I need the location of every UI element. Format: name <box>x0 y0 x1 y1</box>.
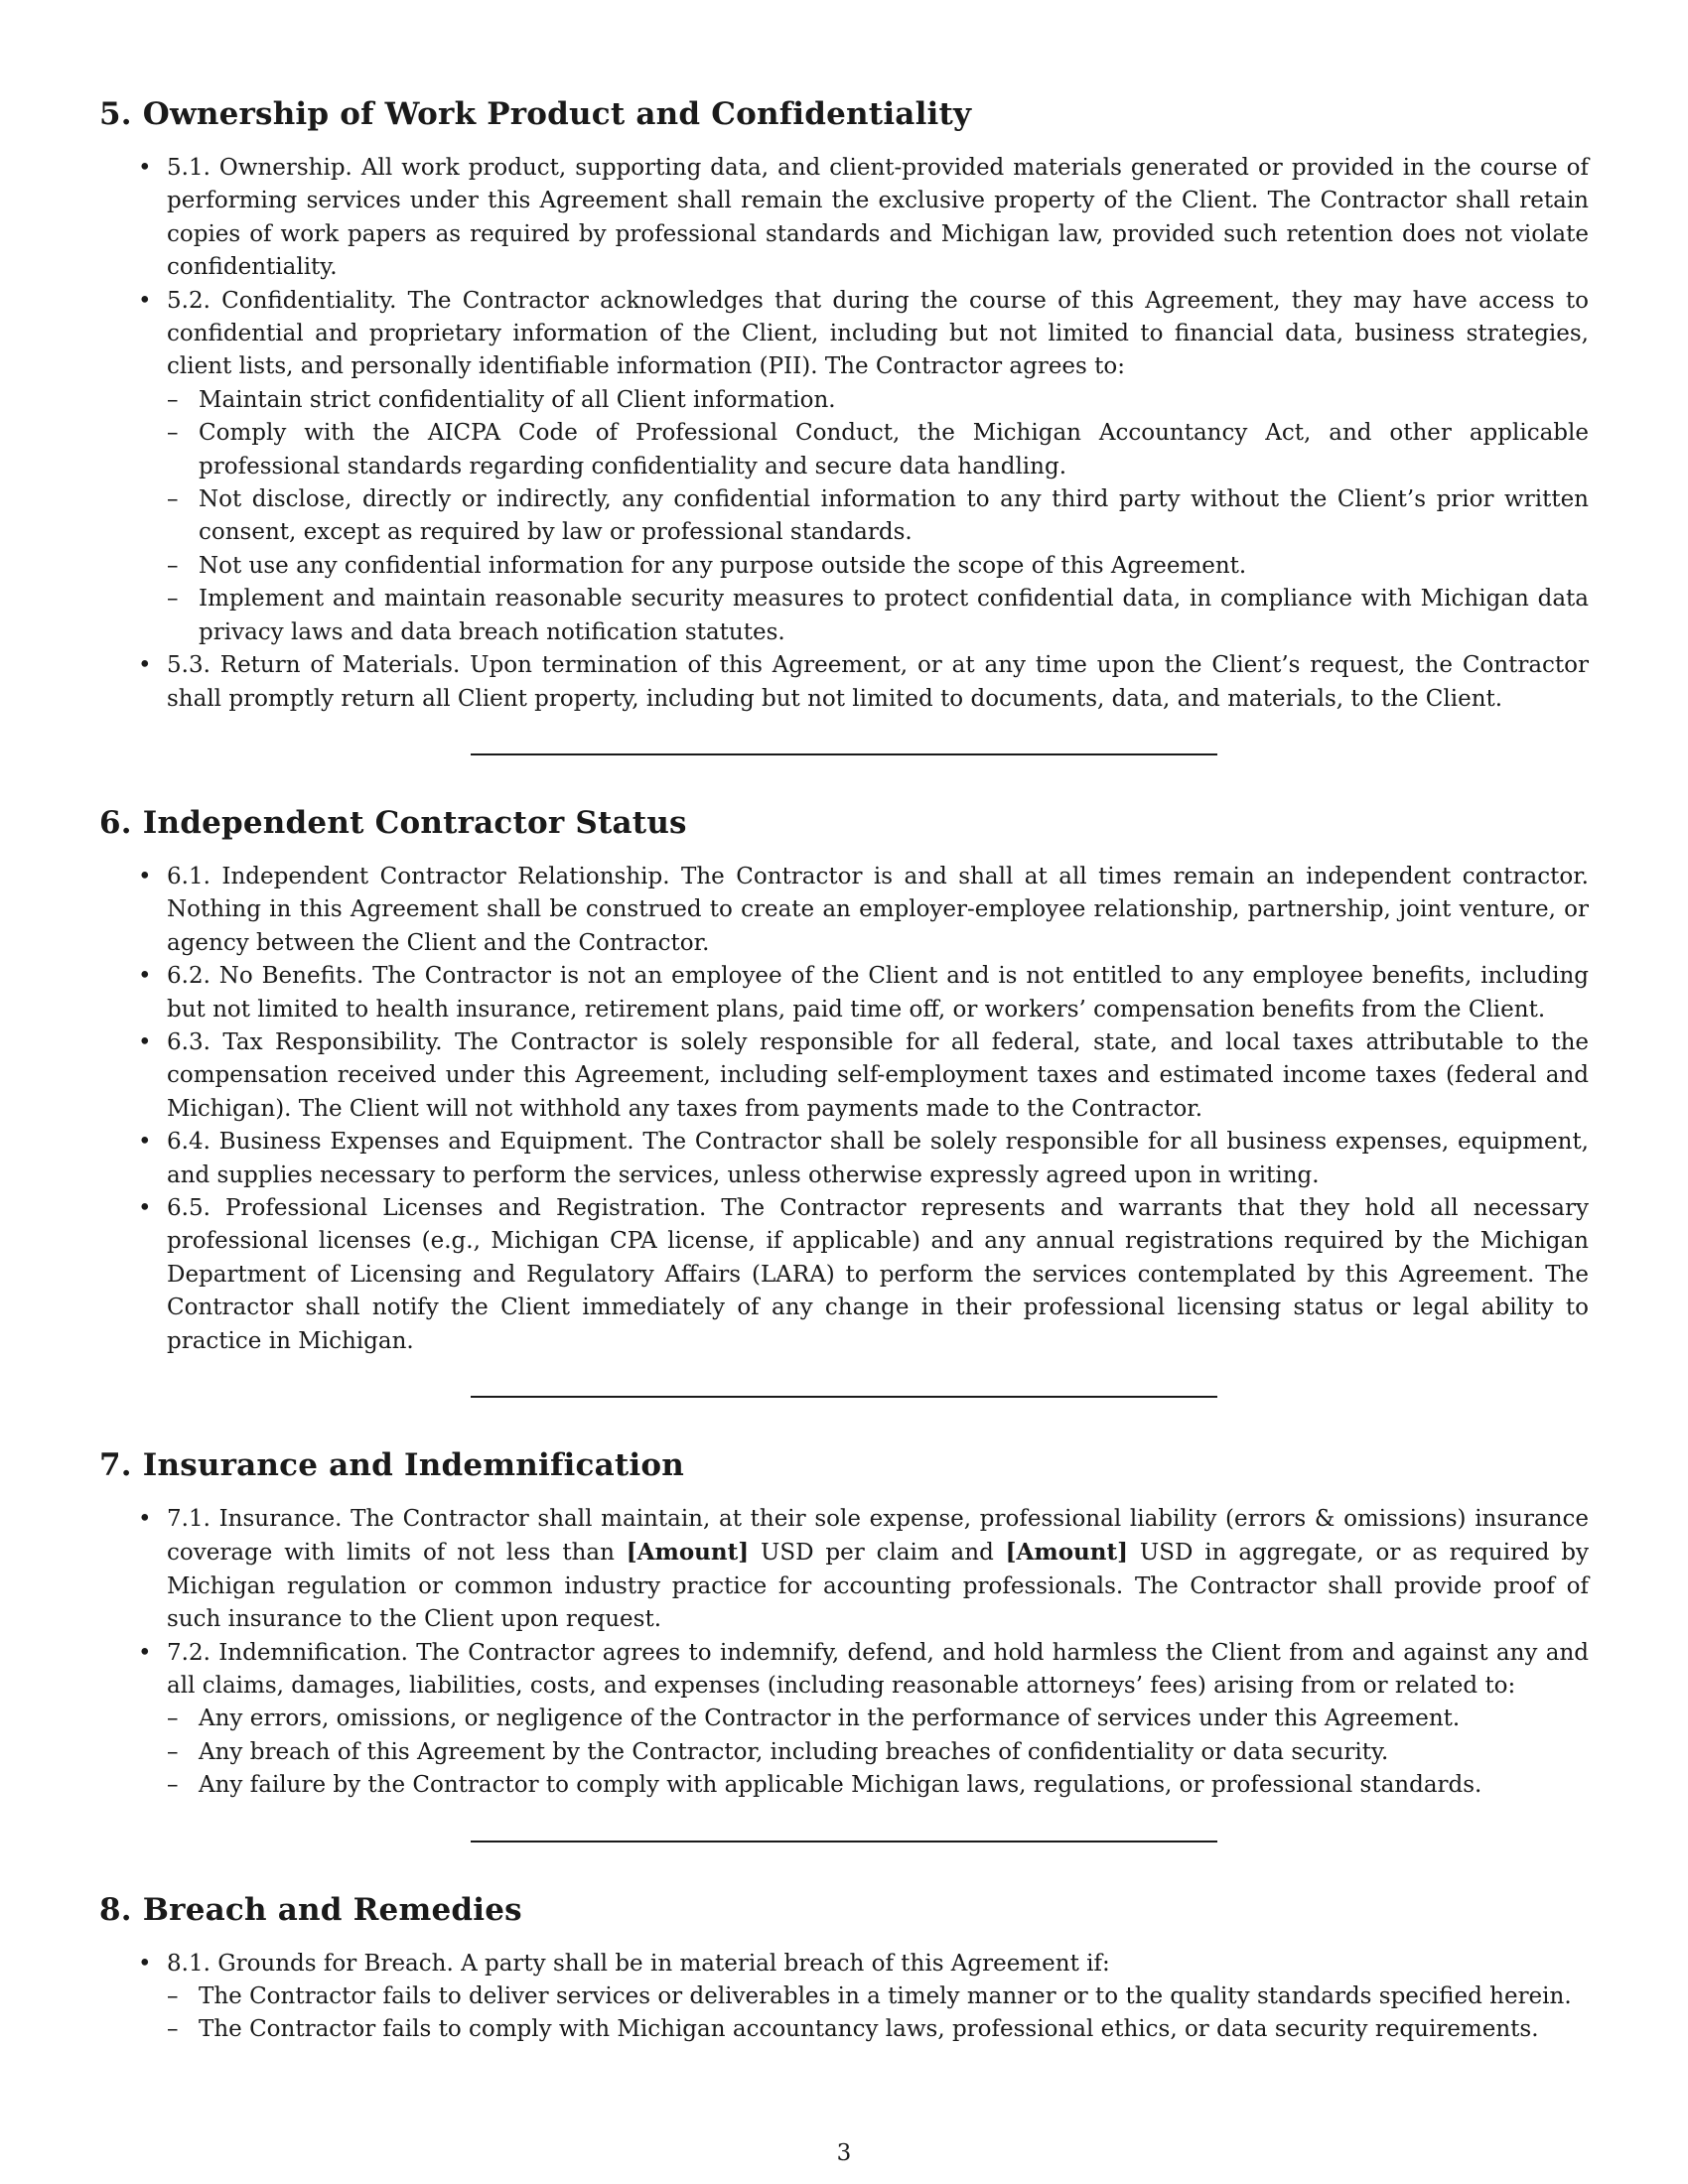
dash-icon: – <box>167 420 179 447</box>
clause-item <box>99 1637 1589 1803</box>
dash-icon: – <box>167 2016 179 2043</box>
sub-clause-list <box>167 1703 1589 1802</box>
section-heading: 7. Insurance and Indemnification <box>99 1447 684 1483</box>
clause-item <box>99 1192 1589 1358</box>
clause-text: 6.4. Business Expenses and Equipment. The Contractor shall be solely responsible for all business expenses, equipment, and supplies necessary to perform the services, unless otherwise expressly agreed upon in writing. <box>167 1129 1589 1188</box>
sub-clause-item <box>167 1769 1589 1802</box>
section-heading: 6. Independent Contractor Status <box>99 804 687 841</box>
section-divider <box>471 1841 1217 1843</box>
sub-clause-item <box>167 384 1589 417</box>
section-5 <box>99 94 1589 716</box>
bullet-icon: • <box>138 963 152 990</box>
clause-item <box>99 1126 1589 1192</box>
sub-clause-item <box>167 1980 1589 2013</box>
sub-clause-item <box>167 550 1589 583</box>
clause-text: 7.1. Insurance. The Contractor shall maintain, at their sole expense, professional liability (errors & omissions) insurance coverage with limits of not less than [Amount] USD per claim and [Amount] USD in aggregate, or as required by Michigan regulation or common industry practice for accounting professionals. The Contractor shall provide proof of such insurance to the Client upon request. <box>167 1506 1589 1633</box>
clause-list <box>99 152 1589 716</box>
section-heading: 8. Breach and Remedies <box>99 1891 522 1928</box>
sub-clause-item <box>167 1703 1589 1735</box>
bullet-icon: • <box>138 652 152 679</box>
bullet-icon: • <box>138 1506 152 1532</box>
sub-clause-text: Not use any confidential information for any purpose outside the scope of this Agreement. <box>199 552 1247 579</box>
clause-text: 5.2. Confidentiality. The Contractor acknowledges that during the course of this Agreement, they may have access to confidential and proprietary information of the Client, including but not limited to financial data, business strategies, client lists, and personally identifiable information (PII). The Contractor agrees to: <box>167 287 1589 380</box>
section-8 <box>99 1890 1589 2047</box>
sub-clause-item <box>167 417 1589 483</box>
clause-item <box>99 152 1589 285</box>
amount-placeholder: [Amount] <box>1005 1539 1129 1567</box>
sub-clause-item <box>167 2013 1589 2046</box>
sub-clause-item <box>167 1736 1589 1769</box>
clause-item <box>99 1026 1589 1126</box>
dash-icon: – <box>167 1706 179 1732</box>
sub-clause-list <box>167 384 1589 649</box>
sub-clause-text: Any failure by the Contractor to comply with applicable Michigan laws, regulations, or professional standards. <box>199 1772 1482 1799</box>
sub-clause-text: Comply with the AICPA Code of Professional Conduct, the Michigan Accountancy Act, and other applicable professional standards regarding confidentiality and secure data handling. <box>199 420 1589 479</box>
clause-item <box>99 649 1589 716</box>
clause-text: 5.1. Ownership. All work product, supporting data, and client-provided materials generated or provided in the course of performing services under this Agreement shall remain the exclusive property of the Client. The Contractor shall retain copies of work papers as required by professional standards and Michigan law, provided such retention does not violate confidentiality. <box>167 155 1589 281</box>
dash-icon: – <box>167 586 179 613</box>
sub-clause-item <box>167 583 1589 649</box>
clause-list <box>99 1948 1589 2047</box>
amount-placeholder: [Amount] <box>626 1539 750 1567</box>
dash-icon: – <box>167 486 179 513</box>
dash-icon: – <box>167 386 179 413</box>
sub-clause-text: Not disclose, directly or indirectly, any confidential information to any third party without the Client’s prior written consent, except as required by law or professional standards. <box>199 486 1589 546</box>
dash-icon: – <box>167 1983 179 2010</box>
clause-list <box>99 1503 1589 1803</box>
clause-text: 7.2. Indemnification. The Contractor agrees to indemnify, defend, and hold harmless the Client from and against any and all claims, damages, liabilities, costs, and expenses (including reasonable attorneys’ fees) arising from or related to: <box>167 1639 1589 1700</box>
section-divider <box>471 753 1217 755</box>
sub-clause-text: The Contractor fails to comply with Michigan accountancy laws, professional ethics, or data security requirements. <box>199 2016 1539 2043</box>
clause-item <box>99 1948 1589 2047</box>
page-content <box>99 94 1589 2047</box>
bullet-icon: • <box>138 1639 152 1666</box>
page-number: 3 <box>836 2140 852 2166</box>
clause-list <box>99 861 1589 1358</box>
section-divider <box>471 1396 1217 1398</box>
sub-clause-item <box>167 483 1589 550</box>
bullet-icon: • <box>138 1194 152 1221</box>
clause-item <box>99 285 1589 649</box>
dash-icon: – <box>167 1772 179 1799</box>
bullet-icon: • <box>138 155 152 181</box>
section-6 <box>99 803 1589 1358</box>
clause-item <box>99 1503 1589 1637</box>
clause-item <box>99 960 1589 1026</box>
sub-clause-text: Any errors, omissions, or negligence of the Contractor in the performance of services under this Agreement. <box>199 1706 1461 1732</box>
sub-clause-text: The Contractor fails to deliver services or deliverables in a timely manner or to the quality standards specified herein. <box>199 1983 1572 2010</box>
section-7 <box>99 1445 1589 1803</box>
bullet-icon: • <box>138 863 152 889</box>
clause-text: 6.1. Independent Contractor Relationship. The Contractor is and shall at all times remain an independent contractor. Nothing in this Agreement shall be construed to create an employer-employee relationship, partnership, joint venture, or agency between the Client and the Contractor. <box>167 863 1589 956</box>
section-heading: 5. Ownership of Work Product and Confidentiality <box>99 96 972 132</box>
bullet-icon: • <box>138 1028 152 1055</box>
sub-clause-text: Implement and maintain reasonable security measures to protect confidential data, in compliance with Michigan data privacy laws and data breach notification statutes. <box>199 586 1589 645</box>
clause-text: 8.1. Grounds for Breach. A party shall be in material breach of this Agreement if: <box>167 1950 1110 1977</box>
dash-icon: – <box>167 552 179 579</box>
clause-text: 6.5. Professional Licenses and Registration. The Contractor represents and warrants that they hold all necessary professional licenses (e.g., Michigan CPA license, if applicable) and any annual registrations required by the Michigan Department of Licensing and Regulatory Affairs (LARA) to perform the services contemplated by this Agreement. The Contractor shall notify the Client immediately of any change in their professional licensing status or legal ability to practice in Michigan. <box>167 1194 1589 1354</box>
clause-text: 5.3. Return of Materials. Upon termination of this Agreement, or at any time upon the Client’s request, the Contractor shall promptly return all Client property, including but not limited to documents, data, and materials, to the Client. <box>167 652 1589 712</box>
sub-clause-text: Any breach of this Agreement by the Contractor, including breaches of confidentiality or data security. <box>199 1738 1389 1765</box>
bullet-icon: • <box>138 1950 152 1977</box>
clause-text: 6.2. No Benefits. The Contractor is not an employee of the Client and is not entitled to any employee benefits, including but not limited to health insurance, retirement plans, paid time off, or workers’ compensation benefits from the Client. <box>167 963 1589 1023</box>
bullet-icon: • <box>138 287 152 314</box>
bullet-icon: • <box>138 1129 152 1156</box>
sub-clause-text: Maintain strict confidentiality of all Client information. <box>199 386 836 413</box>
sub-clause-list <box>167 1980 1589 2047</box>
clause-item <box>99 861 1589 960</box>
clause-text: 6.3. Tax Responsibility. The Contractor is solely responsible for all federal, state, and local taxes attributable to the compensation received under this Agreement, including self-employment taxes and estimated income taxes (federal and Michigan). The Client will not withhold any taxes from payments made to the Contractor. <box>167 1028 1589 1122</box>
dash-icon: – <box>167 1738 179 1765</box>
